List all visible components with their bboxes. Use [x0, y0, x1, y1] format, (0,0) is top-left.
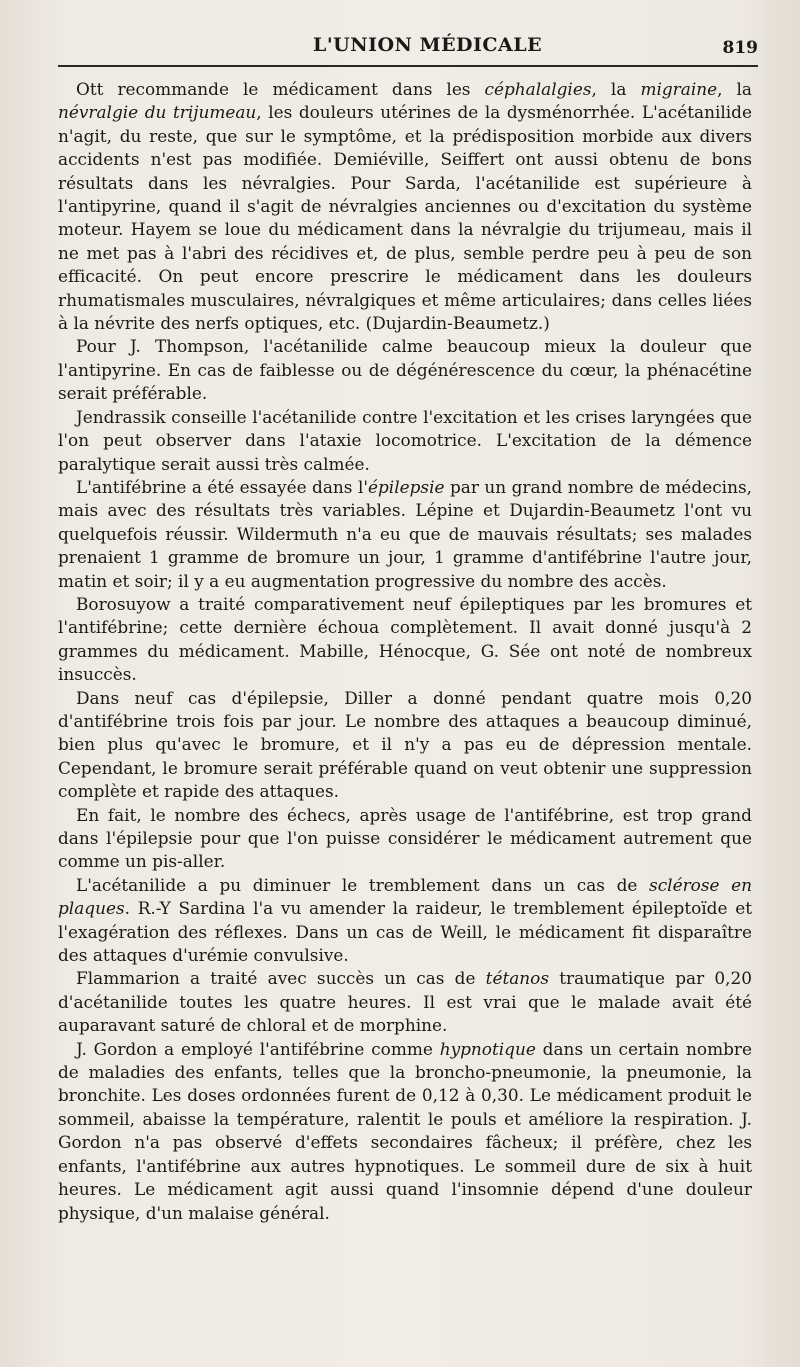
- paragraph: [58, 406, 752, 476]
- italic-term: migraine: [640, 79, 718, 99]
- italic-term: hypnotique: [439, 1038, 536, 1059]
- text-run: Jendrassik conseille l'acétanilide contre l'excitation et les crises laryngées que l'on peut observer dans l'ataxie locomotrice. L'excitation de la démence paralytique serait aussi très calmée.: [58, 406, 752, 474]
- text-run: L'antifébrine a été essayée dans l': [76, 476, 368, 497]
- text-run: par un grand nombre de médecins, mais avec des résultats très variables. Lépine et Dujardin-Beaumetz l'ont vu quelquefois réussir. Wildermuth n'a eu que de mauvais résultats; ses malades prenaient 1 gramme de bromure un jour, 1 gramme d'antifébrine l'autre jour, matin et soir; il y a eu augmentation progressive du nombre des accès.: [58, 476, 752, 591]
- text-run: L'acétanilide a pu diminuer le tremblement dans un cas de: [76, 874, 650, 895]
- text-run: Flammarion a traité avec succès un cas de: [76, 968, 486, 989]
- paragraph: [58, 335, 752, 405]
- page-number: 819: [722, 38, 758, 58]
- text-run: Dans neuf cas d'épilepsie, Diller a donné pendant quatre mois 0,20 d'antifébrine trois fois par jour. Le nombre des attaques a beaucoup diminué, bien plus qu'avec le bromure, et il n'y a pas eu de dépression mentale. Cependant, le bromure serait préférable quand on veut obtenir une suppression complète et rapide des attaques.: [58, 687, 752, 802]
- text-run: dans un certain nombre de maladies des enfants, telles que la broncho-pneumonie, la pneumonie, la bronchite. Les doses ordonnées furent de 0,12 à 0,30. Le médicament produit le sommeil, abaisse la température, ralentit le pouls et améliore la respiration. J. Gordon n'a pas observé d'effets secondaires fâcheux; il préfère, chez les enfants, l'antifébrine aux autres hypnotiques. Le sommeil dure de six à huit heures. Le médicament agit aussi quand l'insomnie dépend d'une douleur physique, d'un malaise général.: [58, 1038, 752, 1223]
- text-run: , la: [591, 79, 641, 99]
- italic-term: tétanos: [485, 968, 550, 989]
- article-body: [58, 78, 752, 1225]
- italic-term: céphalalgies: [484, 79, 592, 99]
- italic-term: névralgie du trijumeau: [58, 102, 257, 123]
- text-run: Pour J. Thompson, l'acétanilide calme beaucoup mieux la douleur que l'antipyrine. En cas de faiblesse ou de dégénérescence du cœur, la phénacétine serait préférable.: [58, 336, 752, 404]
- text-run: Ott recommande le médicament dans les: [76, 79, 485, 99]
- running-title: L'UNION MÉDICALE: [313, 34, 543, 56]
- text-run: Borosuyow a traité comparativement neuf épileptiques par les bromures et l'antifébrine; cette dernière échoua complètement. Il avait donné jusqu'à 2 grammes du médicament. Mabille, Hénocque, G. Sée ont noté de nombreux insuccès.: [58, 593, 752, 685]
- text-run: En fait, le nombre des échecs, après usage de l'antifébrine, est trop grand dans l'épilepsie pour que l'on puisse considérer le médicament autrement que comme un pis-aller.: [58, 804, 752, 872]
- header-rule: [58, 65, 758, 67]
- paragraph: [58, 967, 752, 1037]
- text-run: , la: [717, 79, 752, 99]
- italic-term: sclérose en plaques: [58, 874, 752, 919]
- page-header: [58, 34, 758, 64]
- text-run: traumatique par 0,20 d'acétanilide toutes les quatre heures. Il est vrai que le malade avait été auparavant saturé de chloral et de morphine.: [58, 968, 752, 1036]
- text-run: , les douleurs utérines de la dysménorrhée. L'acétanilide n'agit, du reste, que sur le symptôme, et la prédisposition morbide aux divers accidents n'est pas modifiée. Demiéville, Seiffert ont aussi obtenu de bons résultats dans les névralgies. Pour Sarda, l'acétanilide est supérieure à l'antipyrine, quand il s'agit de névralgies anciennes ou d'excitation du système moteur. Hayem se loue du médicament dans la névralgie du trijumeau, mais il ne met pas à l'abri des récidives et, de plus, semble perdre peu à peu de son efficacité. On peut encore prescrire le médicament dans les douleurs rhumatismales musculaires, névralgiques et même articulaires; dans celles liées à la névrite des nerfs optiques, etc. (Dujardin-Beaumetz.): [58, 102, 752, 334]
- paragraph: [58, 687, 752, 804]
- paragraph: [58, 593, 752, 687]
- paragraph: [58, 804, 752, 874]
- text-run: . R.-Y Sardina l'a vu amender la raideur, le tremblement épileptoïde et l'exagération des réflexes. Dans un cas de Weill, le médicament fit disparaître des attaques d'urémie convulsive.: [58, 898, 752, 966]
- text-run: J. Gordon a employé l'antifébrine comme: [76, 1038, 440, 1059]
- paragraph: [58, 476, 752, 593]
- italic-term: épilepsie: [368, 476, 445, 497]
- paragraph: [58, 874, 752, 968]
- paragraph: [58, 78, 752, 335]
- paragraph: [58, 1038, 752, 1225]
